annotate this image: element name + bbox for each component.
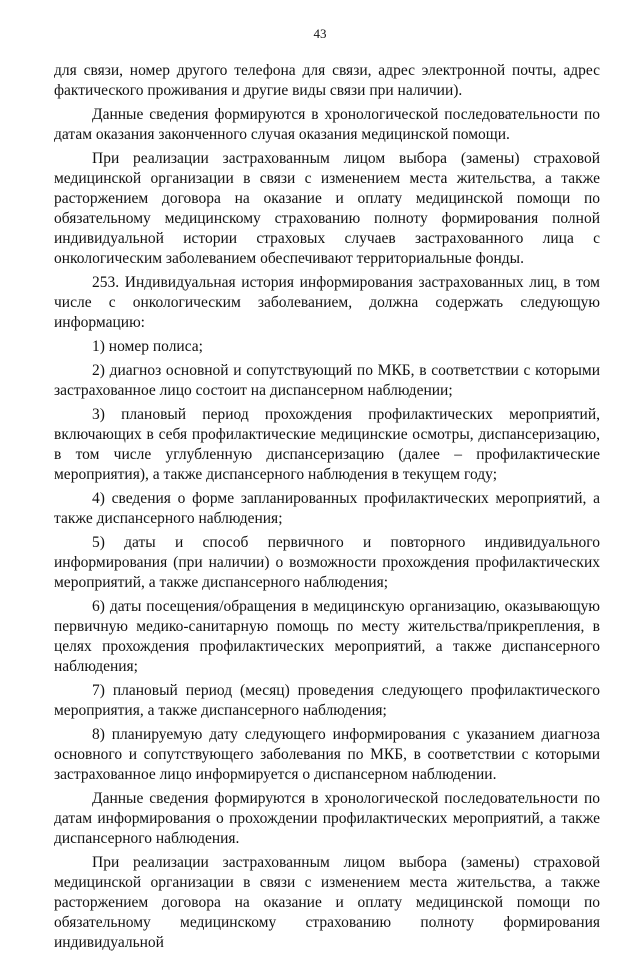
list-item: 1) номер полиса; (92, 338, 203, 355)
paragraph: Данные сведения формируются в хронологической последовательности по датам информирования о прохождении профилактических мероприятий, а также диспансерного наблюдения. (54, 790, 600, 847)
list-item: 5) даты и способ первичного и повторного индивидуального информирования (при наличии) о возможности прохождения профилактических мероприятий, а также диспансерного наблюдения; (54, 534, 600, 591)
list-item: 6) даты посещения/обращения в медицинскую организацию, оказывающую первичную медико-санитарную помощь по месту жительства/прикрепления, в целях прохождения профилактических мероприятий, а также диспансерного наблюдения; (54, 598, 600, 675)
list-item: 7) плановый период (месяц) проведения следующего профилактического мероприятия, а также диспансерного наблюдения; (54, 682, 600, 719)
paragraph: 253. Индивидуальная история информирования застрахованных лиц, в том числе с онкологическим заболеванием, должна содержать следующую информацию: (54, 274, 600, 331)
list-item: 2) диагноз основной и сопутствующий по МКБ, в соответствии с которыми застрахованное лицо состоит на диспансерном наблюдении; (54, 362, 600, 399)
paragraph: для связи, номер другого телефона для связи, адрес электронной почты, адрес фактического проживания и другие виды связи при наличии). (54, 62, 600, 99)
list-item: 3) плановый период прохождения профилактических мероприятий, включающих в себя профилактические медицинские осмотры, диспансеризацию, в том числе углубленную диспансеризацию (далее – профилактические мероприятия), а также диспансерного наблюдения в текущем году; (54, 406, 600, 483)
paragraph: Данные сведения формируются в хронологической последовательности по датам оказания законченного случая оказания медицинской помощи. (54, 106, 600, 143)
paragraph: При реализации застрахованным лицом выбора (замены) страховой медицинской организации в связи с изменением места жительства, а также расторжением договора на оказание и оплату медицинской помощи по обязательному медицинскому страхованию полноту формирования индивидуальной (54, 854, 600, 951)
document-body (54, 61, 600, 957)
list-item: 4) сведения о форме запланированных профилактических мероприятий, а также диспансерного наблюдения; (54, 490, 600, 527)
page-number: 43 (313, 26, 327, 41)
paragraph: При реализации застрахованным лицом выбора (замены) страховой медицинской организации в связи с изменением места жительства, а также расторжением договора на оказание и оплату медицинской помощи по обязательному медицинскому страхованию полноту формирования полной индивидуальной истории страховых случаев застрахованного лица с онкологическим заболеванием обеспечивают территориальные фонды. (54, 150, 600, 267)
list-item: 8) планируемую дату следующего информирования с указанием диагноза основного и сопутствующего заболевания по МКБ, в соответствии с которыми застрахованное лицо информируется о диспансерном наблюдении. (54, 726, 600, 783)
